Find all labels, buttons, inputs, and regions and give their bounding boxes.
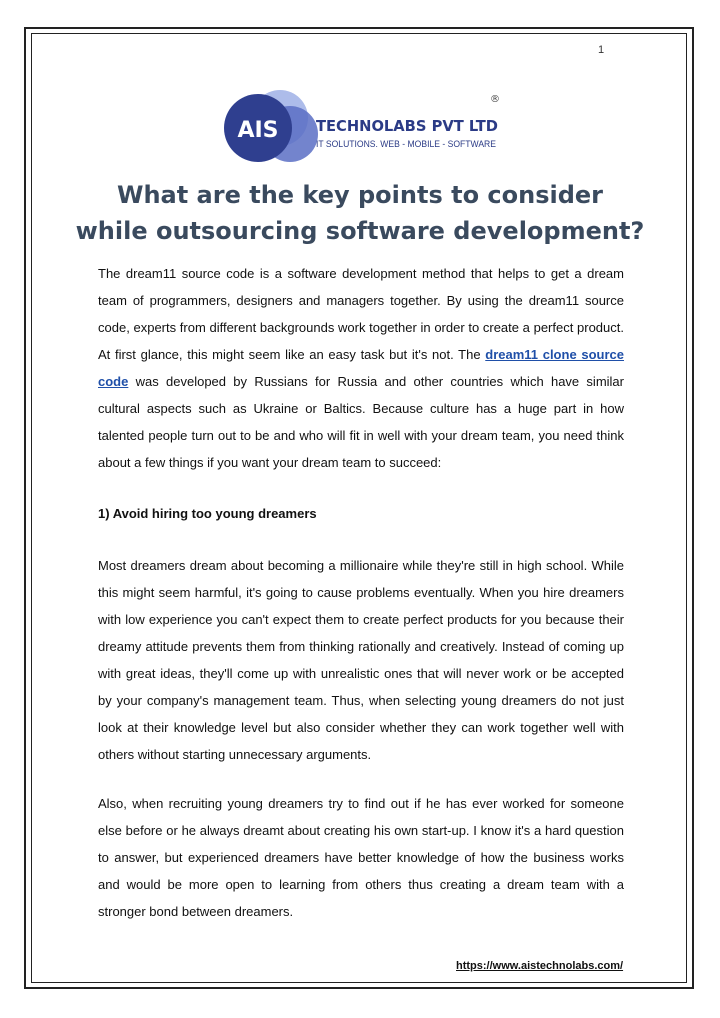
- logo-company-name: TECHNOLABS PVT LTD: [316, 117, 499, 135]
- section-paragraph-2: Also, when recruiting young dreamers try to find out if he has ever worked for someone else before or he always dreamt about creating his own start-up. I know it's a hard question to answer, but experienced dreamers have better knowledge of how the business works and would be more open to learning from others thus creating a dream team with a stronger bond between dreamers.: [98, 796, 624, 919]
- title-line-1: What are the key points to consider: [116, 181, 604, 209]
- logo-registered-mark: ®: [490, 94, 500, 105]
- section-paragraph-1: Most dreamers dream about becoming a millionaire while they're still in high school. While this might seem harmful, it's going to cause problems eventually. When you hire dreamers with low experience you can't expect them to create perfect products for you because their dreamy attitude prevents them from thinking rationally and creatively. Instead of coming up with great ideas, they'll come up with unrealistic ones that will never work or be accepted by your company's management team. Thus, when selecting young dreamers do not just look at their knowledge level but also consider whether they can work together well with others without starting unnecessary arguments.: [98, 558, 624, 762]
- title-line-2: while outsourcing software development?: [75, 217, 645, 245]
- intro-text-after-link: was developed by Russians for Russia and other countries which have similar cultural aspects such as Ukraine or Baltics. Because culture has a huge part in how talented people turn out to be and who will fit in well with your dream team, you need think about a few things if you want your dream team to succeed:: [98, 374, 624, 470]
- footer-website-link[interactable]: https://www.aistechnolabs.com/: [456, 960, 624, 972]
- intro-paragraph: [98, 260, 624, 476]
- intro-text-before-link: The dream11 source code is a software development method that helps to get a dream team of programmers, designers and managers together. By using the dream11 source code, experts from different backgrounds work together in order to create a perfect product. At first glance, this might seem like an easy task but it's not. The: [98, 266, 624, 362]
- company-logo: [222, 88, 512, 168]
- section-heading: 1) Avoid hiring too young dreamers: [98, 506, 317, 521]
- logo-tagline: IT SOLUTIONS. WEB - MOBILE - SOFTWARE: [316, 139, 496, 150]
- page-number: 1: [598, 44, 605, 56]
- logo-badge-text: AIS: [237, 118, 279, 143]
- document-title: [60, 177, 660, 249]
- dream11-clone-link[interactable]: dream11 clone source code: [98, 347, 624, 389]
